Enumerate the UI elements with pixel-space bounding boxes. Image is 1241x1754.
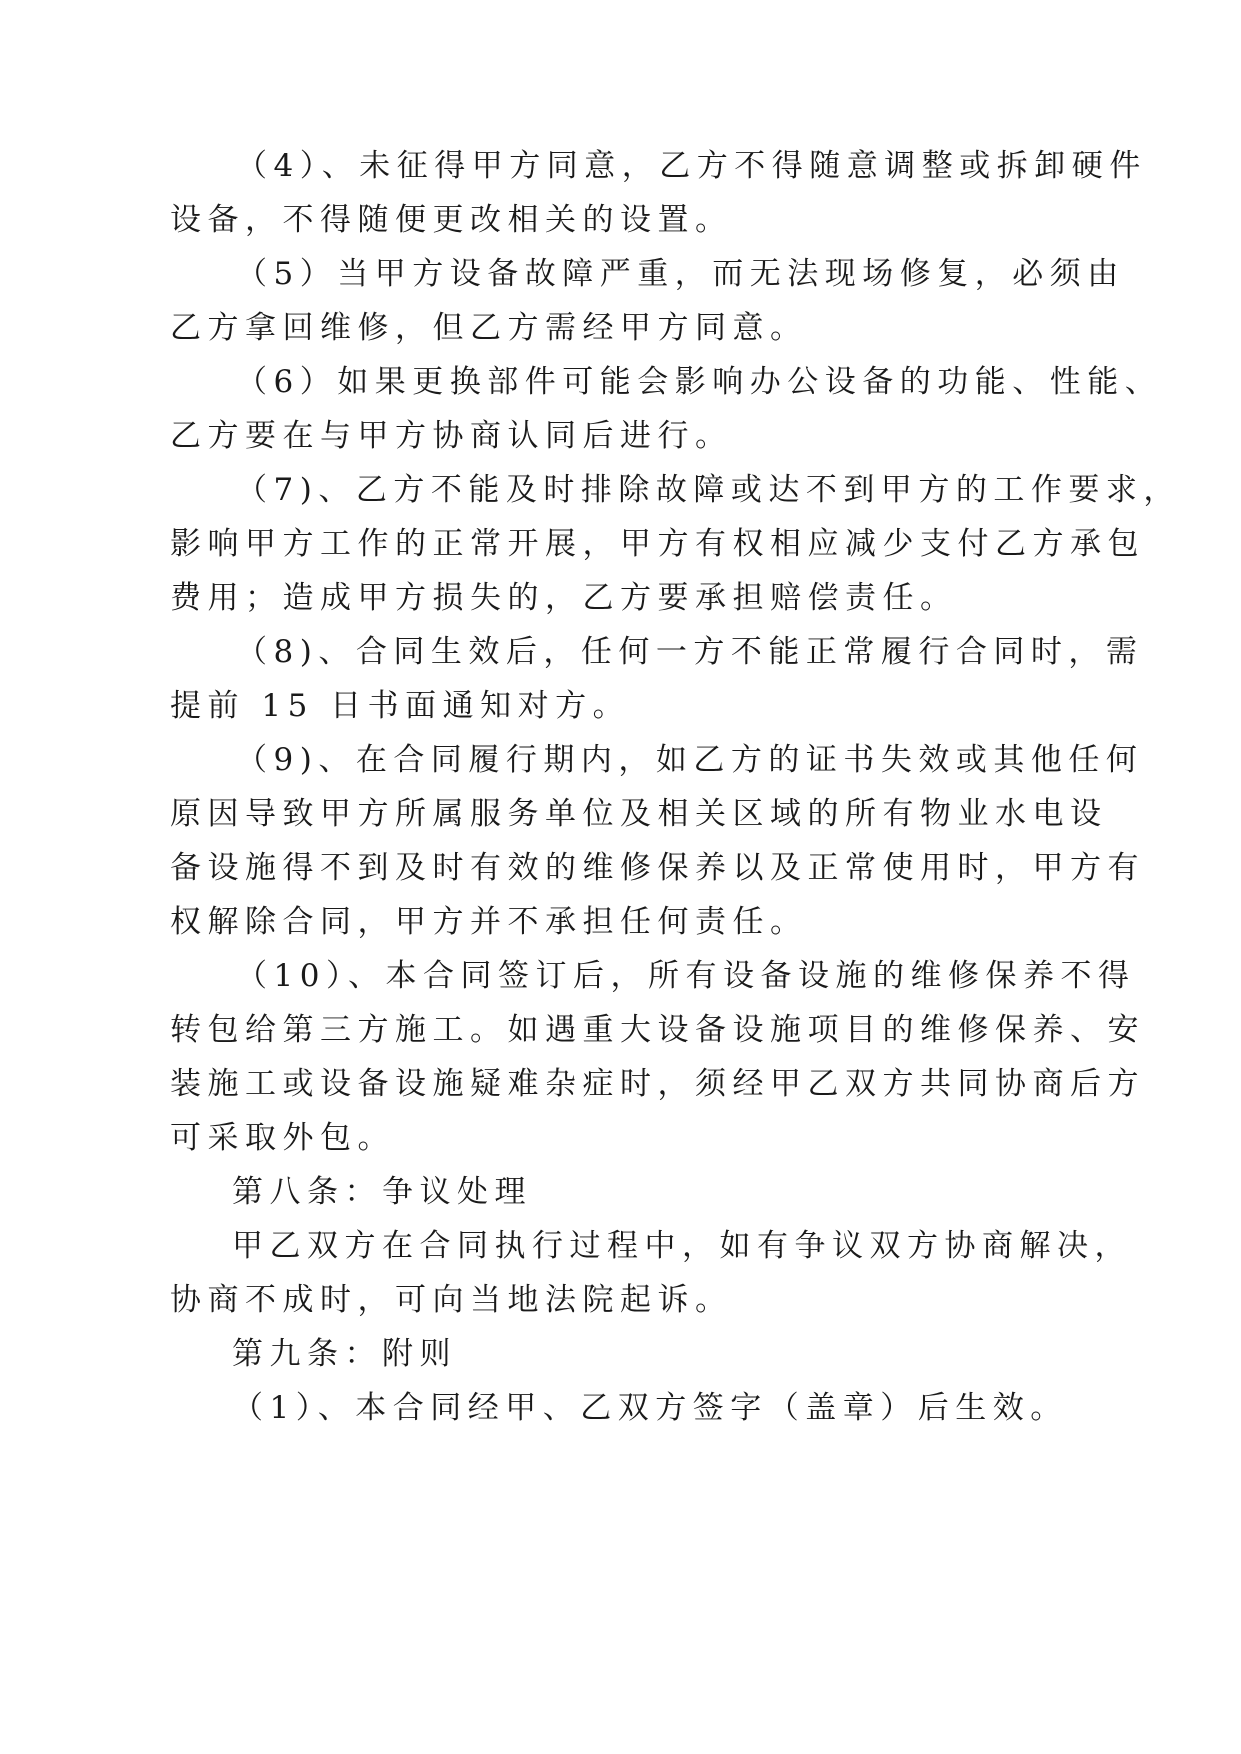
text-line: （6）如果更换部件可能会影响办公设备的功能、性能、 xyxy=(236,364,1163,400)
text-line: 乙方要在与甲方协商认同后进行。 xyxy=(170,418,733,454)
text-line: 甲乙双方在合同执行过程中，如有争议双方协商解决， xyxy=(232,1228,1132,1264)
text-line: 备设施得不到及时有效的维修保养以及正常使用时，甲方有 xyxy=(170,850,1145,886)
text-line: 原因导致甲方所属服务单位及相关区域的所有物业水电设 xyxy=(170,796,1108,832)
text-line: （7)、乙方不能及时排除故障或达不到甲方的工作要求， xyxy=(236,472,1181,508)
text-line: （1）、本合同经甲、乙双方签字（盖章）后生效。 xyxy=(232,1390,1068,1426)
text-line: （8)、合同生效后，任何一方不能正常履行合同时，需 xyxy=(236,634,1144,670)
text-line: 权解除合同，甲方并不承担任何责任。 xyxy=(170,904,808,940)
text-line: 费用；造成甲方损失的，乙方要承担赔偿责任。 xyxy=(170,580,958,616)
section-heading: 第九条：附则 xyxy=(232,1336,457,1372)
text-line: 乙方拿回维修，但乙方需经甲方同意。 xyxy=(170,310,808,346)
text-line: （9)、在合同履行期内，如乙方的证书失效或其他任何 xyxy=(236,742,1144,778)
text-line: 设备，不得随便更改相关的设置。 xyxy=(170,202,733,238)
section-heading: 第八条：争议处理 xyxy=(232,1174,532,1210)
text-line: 提前 15 日书面通知对方。 xyxy=(170,688,631,724)
text-line: （10）、本合同签订后，所有设备设施的维修保养不得 xyxy=(236,958,1136,994)
text-line: 转包给第三方施工。如遇重大设备设施项目的维修保养、安 xyxy=(170,1012,1145,1048)
text-line: 可采取外包。 xyxy=(170,1120,395,1156)
text-line: 装施工或设备设施疑难杂症时，须经甲乙双方共同协商后方 xyxy=(170,1066,1145,1102)
text-line: 协商不成时，可向当地法院起诉。 xyxy=(170,1282,733,1318)
text-line: （4）、未征得甲方同意，乙方不得随意调整或拆卸硬件 xyxy=(236,148,1147,184)
text-line: 影响甲方工作的正常开展，甲方有权相应减少支付乙方承包 xyxy=(170,526,1145,562)
text-line: （5）当甲方设备故障严重，而无法现场修复，必须由 xyxy=(236,256,1125,292)
